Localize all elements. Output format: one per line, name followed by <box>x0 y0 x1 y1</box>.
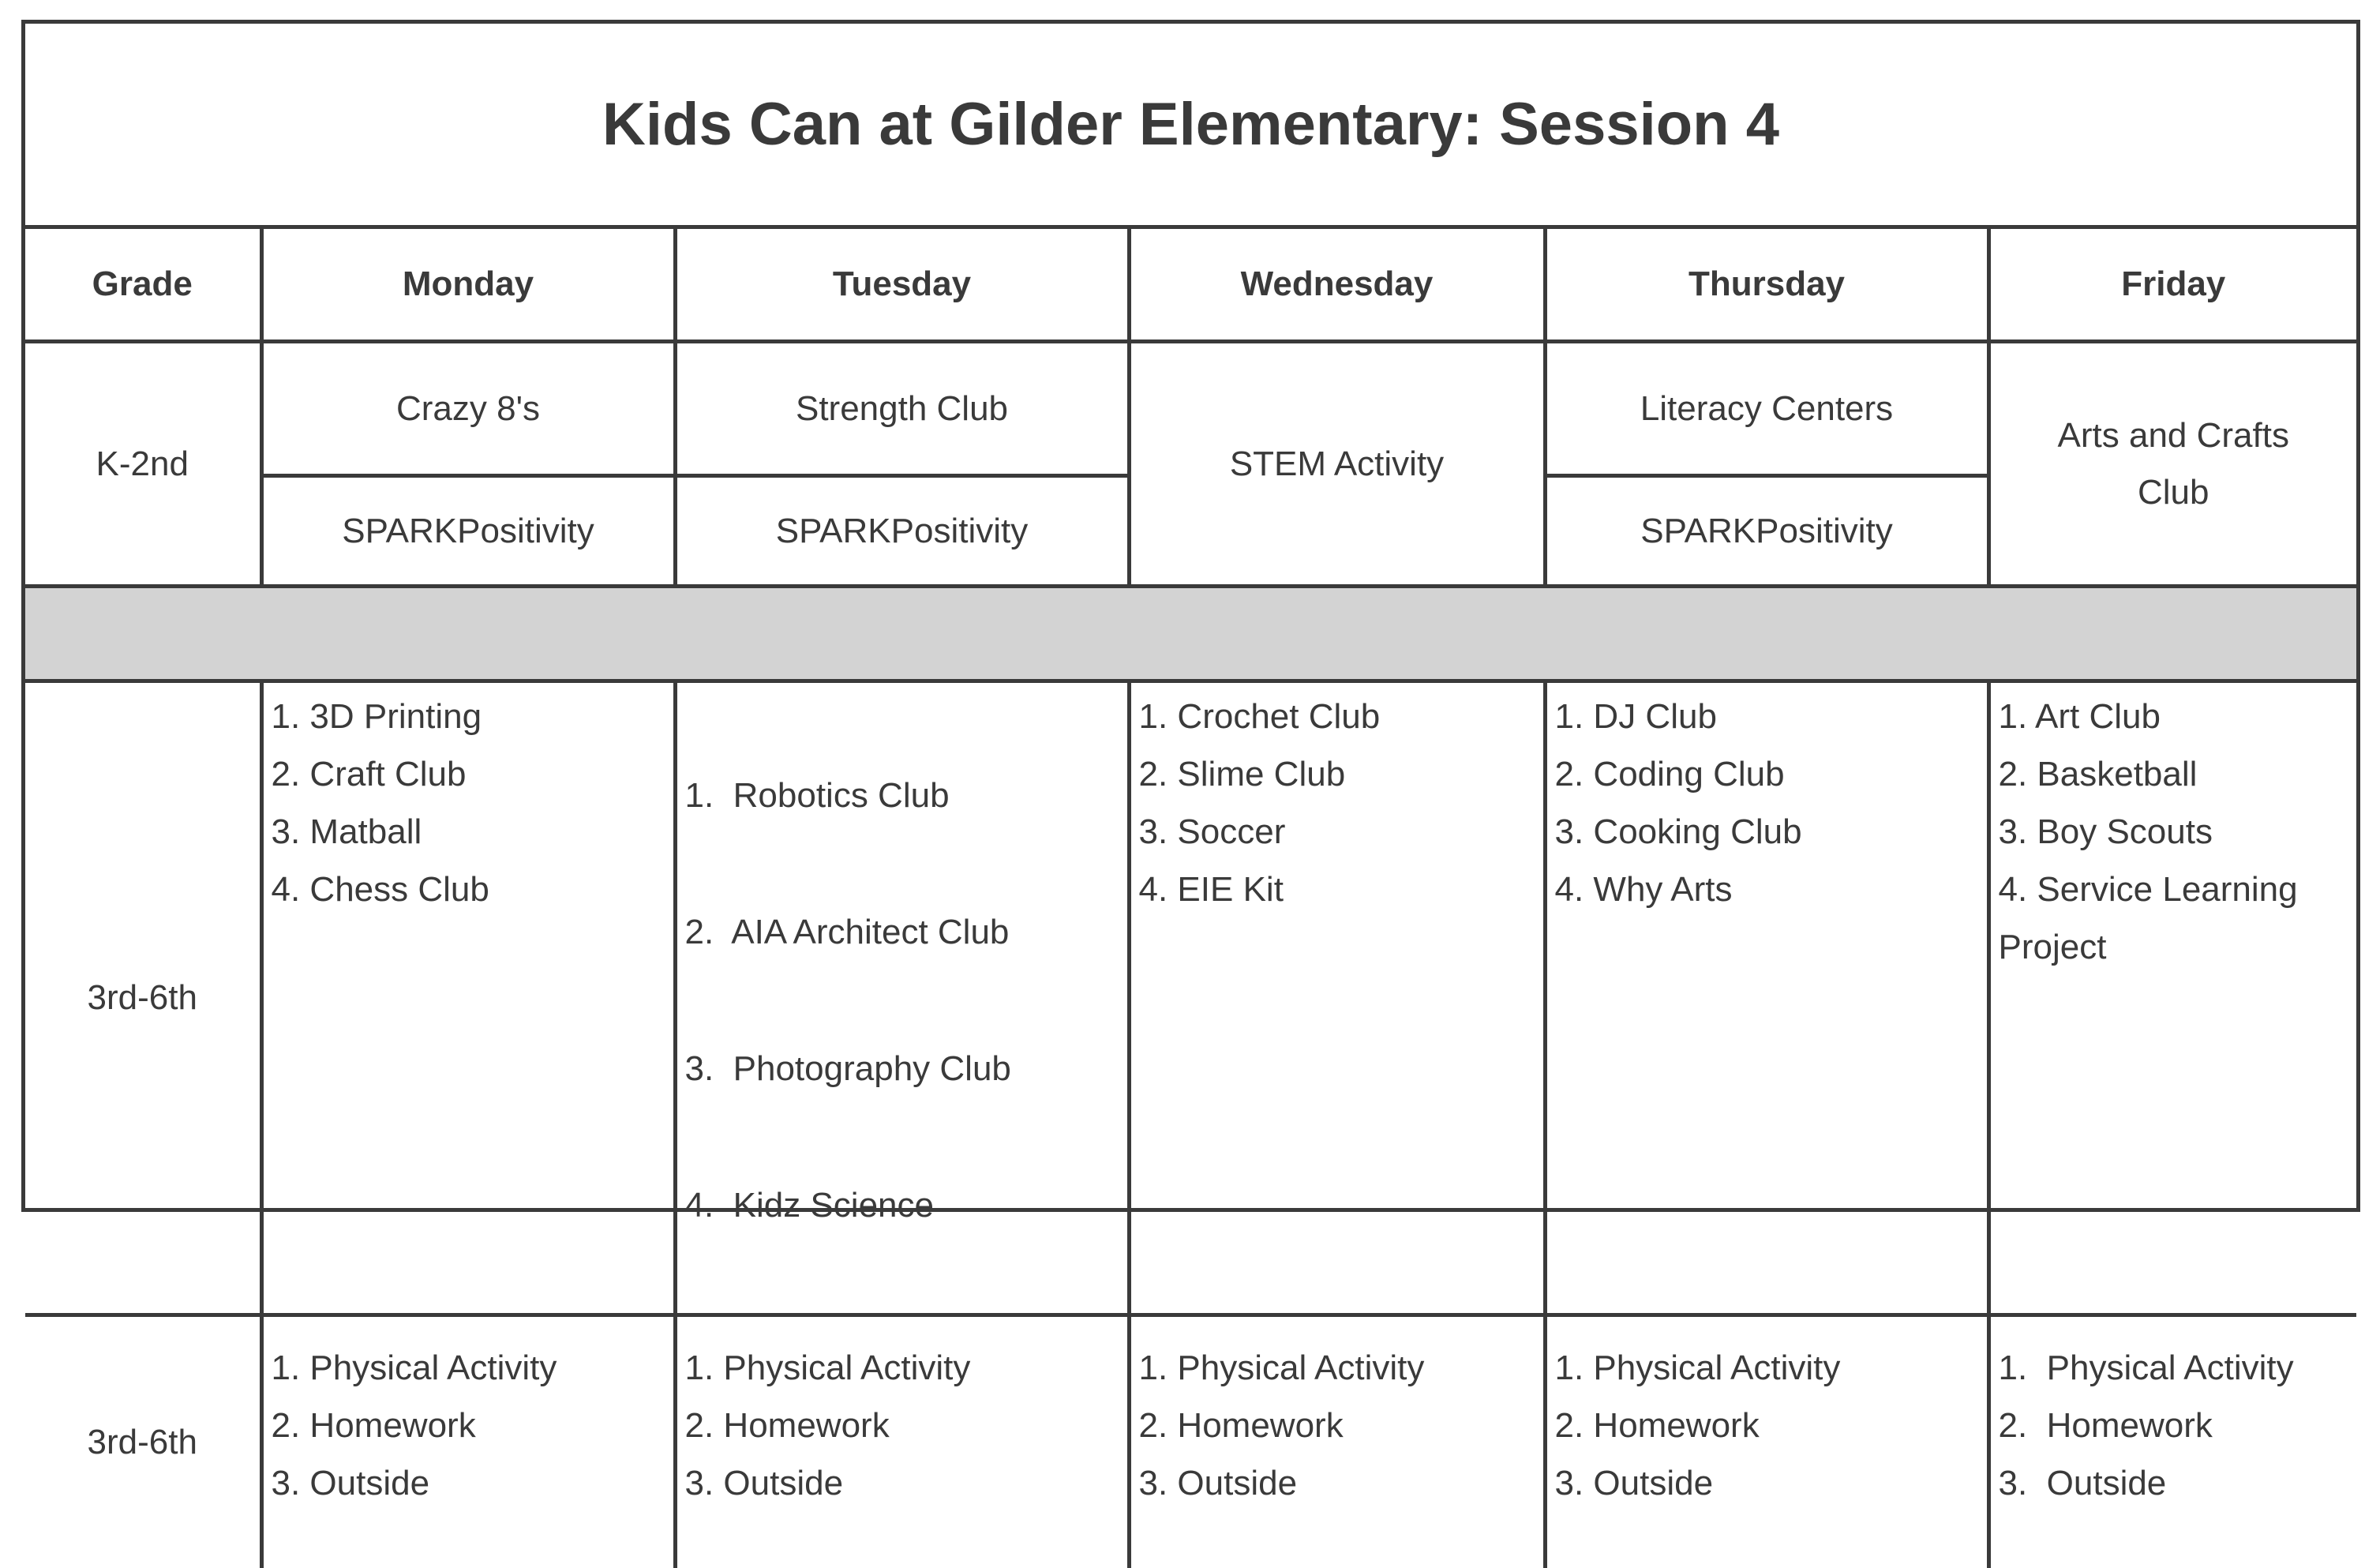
header-monday: Monday <box>261 227 675 342</box>
divider-row <box>25 587 2356 681</box>
header-wednesday: Wednesday <box>1129 227 1545 342</box>
list-item: 3. Boy Scouts <box>1999 803 2357 861</box>
list-item: 3. Outside <box>272 1454 673 1512</box>
list-item: 2. Homework <box>685 1397 1127 1454</box>
gray-divider <box>25 587 2356 681</box>
list-item: 3. Photography Club <box>685 1040 1127 1097</box>
list-item: 4. Kidz Science <box>685 1176 1127 1234</box>
row-3rd-6th-activity <box>25 1315 2356 1568</box>
grade-3rd-6th-b: 3rd-6th <box>25 1315 261 1568</box>
list-item: 3. Outside <box>1555 1454 1987 1512</box>
list-item: 1. DJ Club <box>1555 688 1987 745</box>
schedule-sheet <box>21 20 2360 1212</box>
k2-monday-top: Crazy 8's <box>261 342 675 476</box>
list-item: 1. Physical Activity <box>1139 1339 1543 1397</box>
row-3rd-6th-clubs <box>25 681 2356 1315</box>
list-item: 2. Homework <box>1555 1397 1987 1454</box>
list-item: 2. Basketball <box>1999 745 2357 803</box>
k2-monday-bottom: SPARKPositivity <box>261 476 675 587</box>
row3-friday <box>1988 681 2356 1315</box>
list-item: Project <box>1999 918 2357 976</box>
list-item: 3. Outside <box>1139 1454 1543 1512</box>
list-item: 4. Service Learning <box>1999 861 2357 918</box>
list-item: 2. Coding Club <box>1555 745 1987 803</box>
row4-monday <box>261 1315 675 1568</box>
list-item: 3. Outside <box>685 1454 1127 1512</box>
list-item: 2. AIA Architect Club <box>685 903 1127 961</box>
k2-friday <box>1988 342 2356 587</box>
row4-friday <box>1988 1315 2356 1568</box>
row4-tuesday <box>675 1315 1129 1568</box>
list-item: 4. EIE Kit <box>1139 861 1543 918</box>
header-tuesday: Tuesday <box>675 227 1129 342</box>
k2-thursday-top: Literacy Centers <box>1545 342 1988 476</box>
k2-friday-label: Arts and Crafts Club <box>2058 416 2289 512</box>
list-item: 3. Soccer <box>1139 803 1543 861</box>
list-item: 2. Homework <box>272 1397 673 1454</box>
row4-thursday <box>1545 1315 1988 1568</box>
list-item: 1. Physical Activity <box>272 1339 673 1397</box>
list-item: 1. Physical Activity <box>685 1339 1127 1397</box>
header-thursday: Thursday <box>1545 227 1988 342</box>
grade-k2: K-2nd <box>25 342 261 587</box>
list-item: 1. Physical Activity <box>1999 1339 2357 1397</box>
grade-3rd-6th-a: 3rd-6th <box>25 681 261 1315</box>
k2-tuesday-bottom: SPARKPositivity <box>675 476 1129 587</box>
row3-tuesday <box>675 681 1129 1315</box>
schedule-table <box>25 225 2356 1568</box>
list-item: 1. Art Club <box>1999 688 2357 745</box>
k2-thursday-bottom: SPARKPositivity <box>1545 476 1988 587</box>
row3-wednesday <box>1129 681 1545 1315</box>
list-item: 4. Why Arts <box>1555 861 1987 918</box>
list-item: 1. Physical Activity <box>1555 1339 1987 1397</box>
row3-thursday <box>1545 681 1988 1315</box>
k2-row-top <box>25 342 2356 476</box>
header-row <box>25 227 2356 342</box>
list-item: 2. Slime Club <box>1139 745 1543 803</box>
k2-tuesday-top: Strength Club <box>675 342 1129 476</box>
list-item: 2. Homework <box>1139 1397 1543 1454</box>
header-friday: Friday <box>1988 227 2356 342</box>
list-item: 1. Robotics Club <box>685 767 1127 824</box>
row3-monday <box>261 681 675 1315</box>
list-item: 2. Homework <box>1999 1397 2357 1454</box>
list-item: 3. Cooking Club <box>1555 803 1987 861</box>
row4-wednesday <box>1129 1315 1545 1568</box>
list-item: 3. Outside <box>1999 1454 2357 1512</box>
k2-wednesday: STEM Activity <box>1129 342 1545 587</box>
list-item: 2. Craft Club <box>272 745 673 803</box>
list-item: 4. Chess Club <box>272 861 673 918</box>
header-grade: Grade <box>25 227 261 342</box>
page-title: Kids Can at Gilder Elementary: Session 4 <box>25 24 2356 225</box>
list-item: 1. 3D Printing <box>272 688 673 745</box>
list-item: 1. Crochet Club <box>1139 688 1543 745</box>
list-item: 3. Matball <box>272 803 673 861</box>
